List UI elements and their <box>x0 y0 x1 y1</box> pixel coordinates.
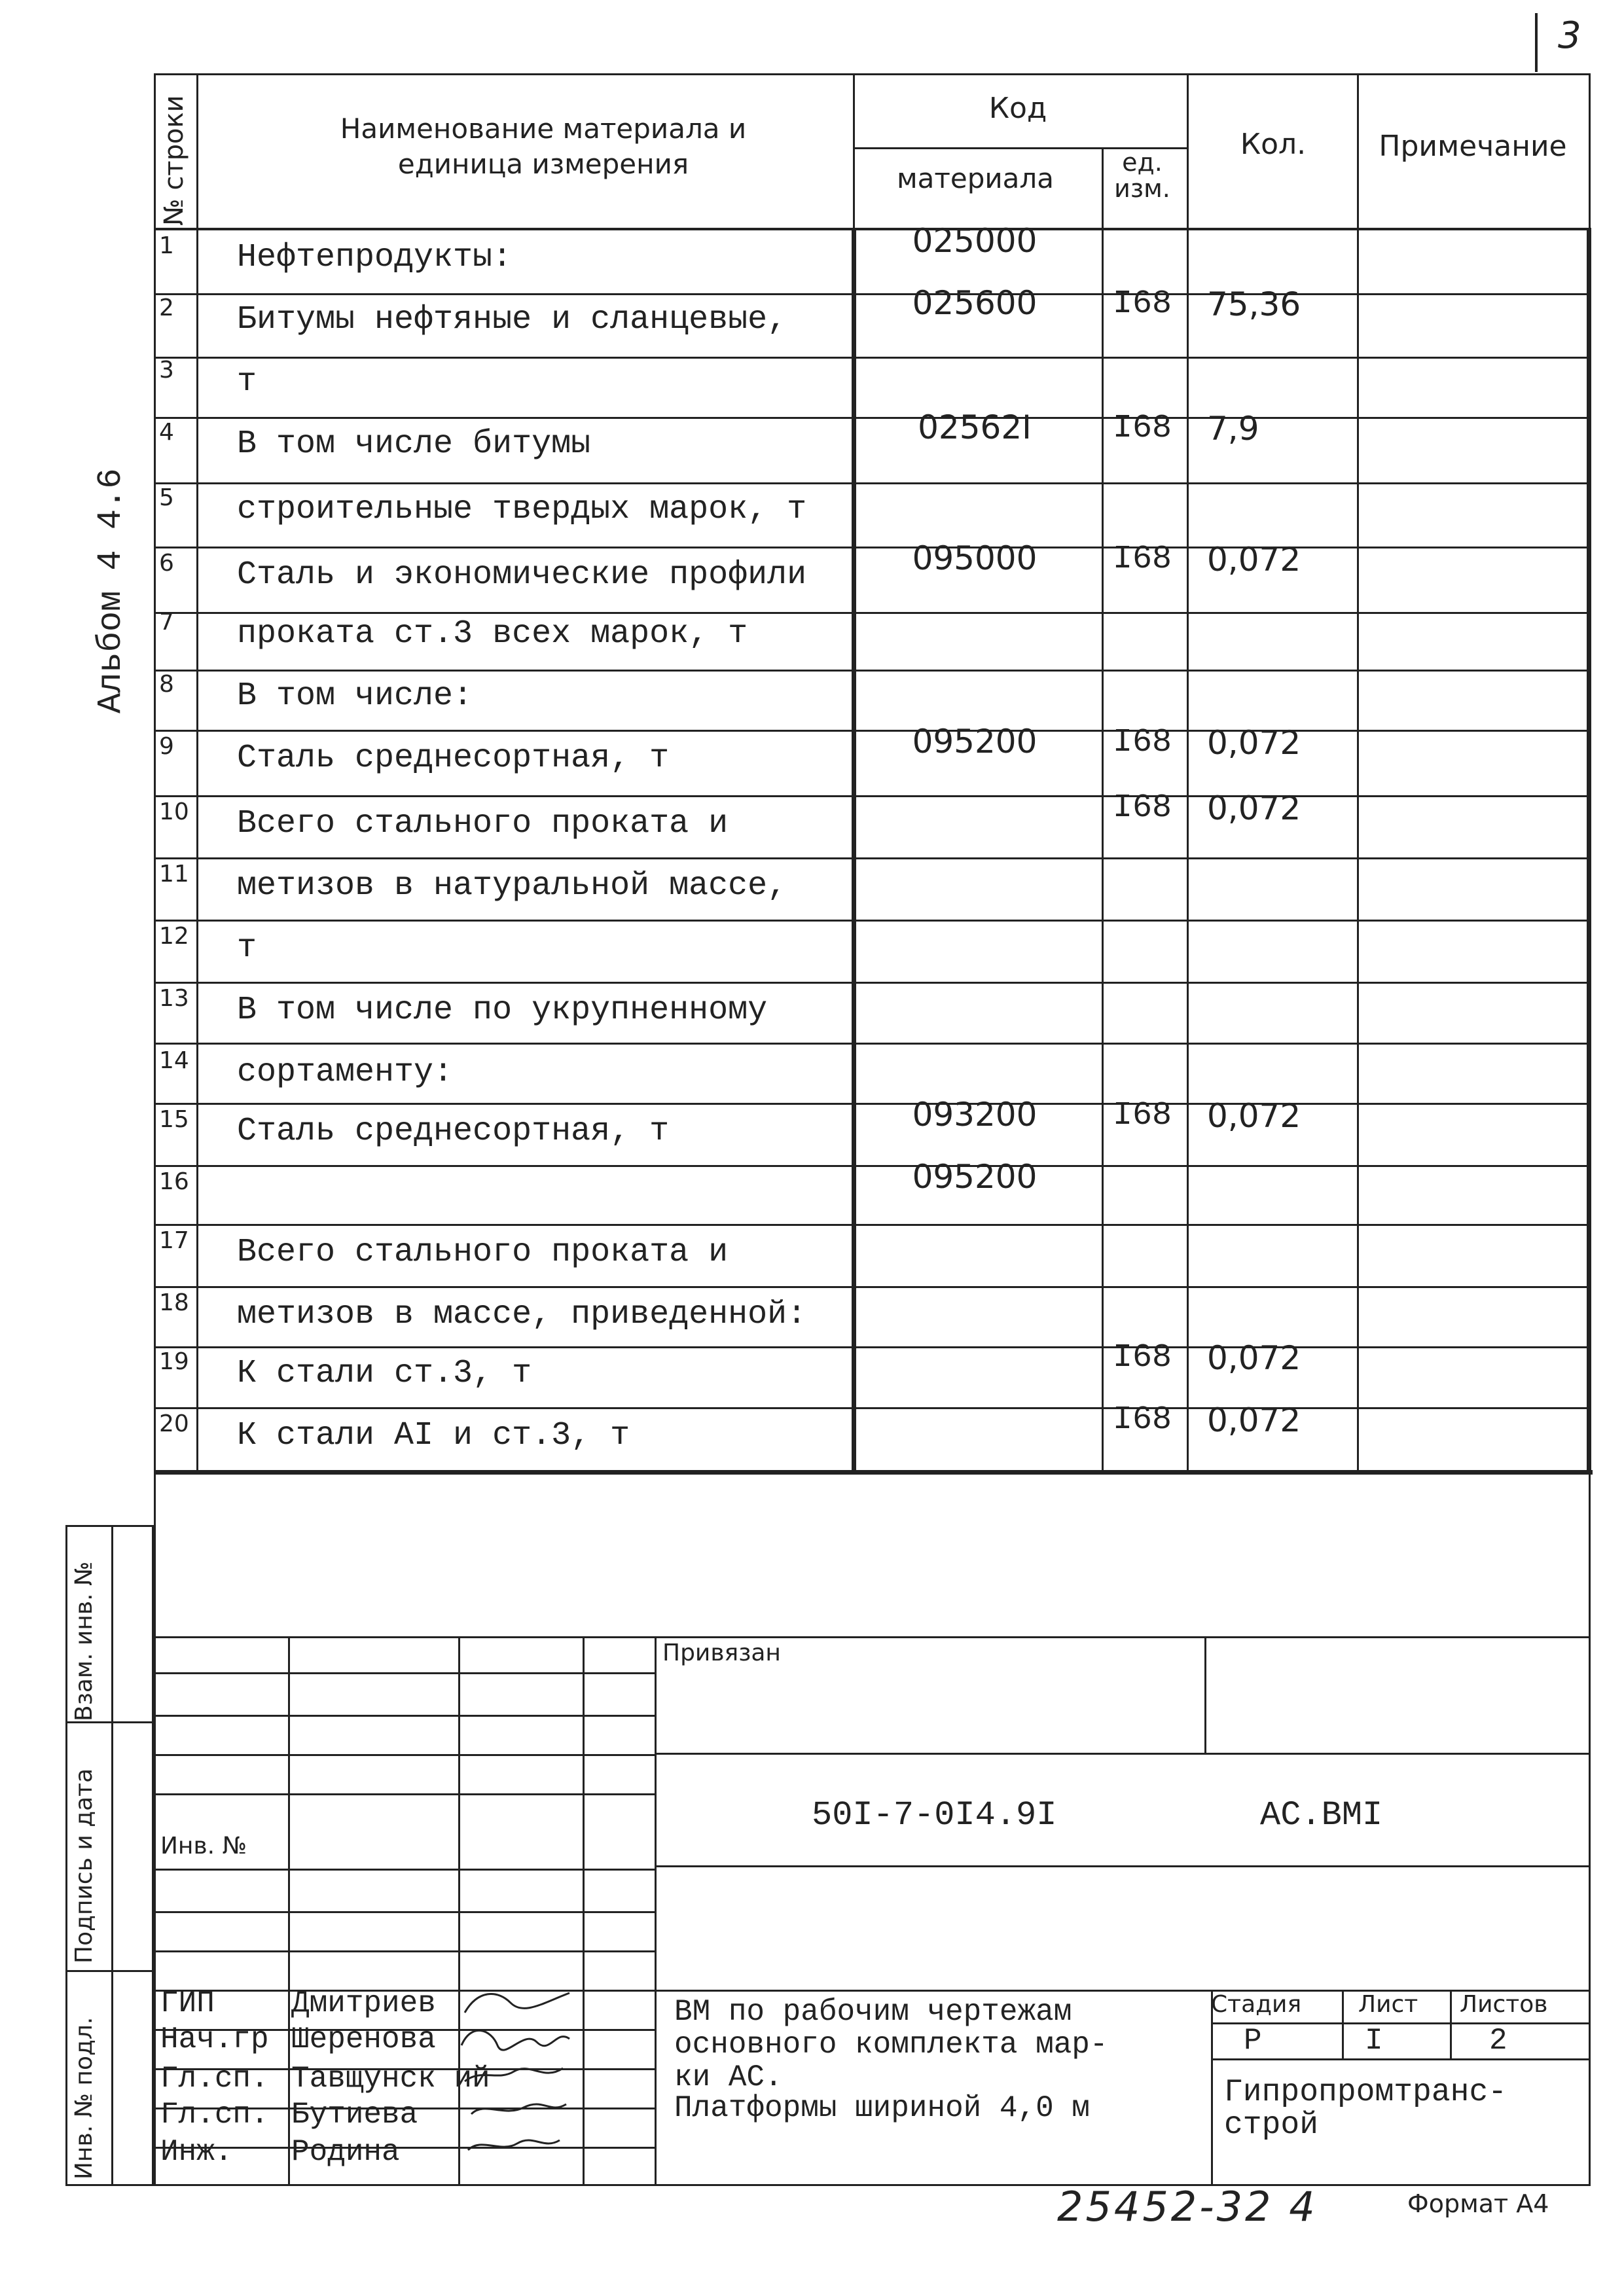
row-name: К стали АI и ст.3, т <box>237 1417 630 1454</box>
row-number: 9 <box>159 733 174 760</box>
signer-name: Дмитриев <box>291 1986 436 2020</box>
label-vzam: Взам. инв. № <box>71 1561 98 1721</box>
title-line-4: Платформы шириной 4,0 м <box>674 2091 1090 2125</box>
row-number: 8 <box>159 671 174 698</box>
format-label: Формат А4 <box>1407 2189 1549 2218</box>
row-name: проката ст.3 всех марок, т <box>237 615 748 653</box>
row-qty: 0,072 <box>1207 789 1301 827</box>
row-number: 3 <box>159 357 174 384</box>
row-qty: 0,072 <box>1207 1097 1301 1135</box>
row-code: 095000 <box>912 539 1038 577</box>
row-number: 13 <box>159 985 189 1012</box>
row-number: 7 <box>159 609 174 636</box>
inv-no-label: Инв. № <box>160 1833 247 1859</box>
row-name: Всего стального проката и <box>237 1234 729 1271</box>
sheets-label: Листов <box>1460 1991 1548 2018</box>
doc-code: 50I-7-0I4.9I <box>812 1796 1057 1835</box>
row-name: Сталь среднесортная, т <box>237 740 670 777</box>
row-number: 11 <box>159 861 189 888</box>
signer-name: Бутиева <box>291 2098 418 2132</box>
row-name: Битумы нефтяные и сланцевые, <box>237 301 787 338</box>
row-name: т <box>237 363 257 401</box>
page-number-divider <box>1535 13 1538 72</box>
row-number: 14 <box>159 1047 189 1074</box>
row-code: 093200 <box>912 1096 1038 1134</box>
row-name: строительные твердых марок, т <box>237 491 807 528</box>
row-name: Сталь и экономические профили <box>237 556 807 594</box>
row-name: К стали ст.3, т <box>237 1355 532 1392</box>
row-qty: 0,072 <box>1207 541 1301 579</box>
row-unit: I68 <box>1112 541 1172 578</box>
row-code: 095200 <box>912 1158 1038 1196</box>
sheet-label: Лист <box>1358 1991 1418 2018</box>
header-qty: Кол. <box>1240 128 1307 161</box>
row-number: 1 <box>159 232 174 259</box>
privyazan-label: Привязан <box>662 1640 781 1666</box>
footer-code: 25452-32 4 <box>1057 2183 1318 2231</box>
header-unit: ед. изм. <box>1114 148 1170 203</box>
row-number: 2 <box>159 295 174 321</box>
row-unit: I68 <box>1112 789 1172 827</box>
label-podpis: Подпись и дата <box>71 1768 98 1964</box>
title-line-1: ВМ по рабочим чертежам <box>674 1995 1072 2029</box>
label-inv-podl: Инв. № подл. <box>71 2017 98 2179</box>
header-code: Код <box>988 92 1047 125</box>
row-name: В том числе битумы <box>237 425 591 463</box>
row-qty: 0,072 <box>1207 1339 1301 1377</box>
row-number: 10 <box>159 798 189 825</box>
signer-role: Инж. <box>160 2135 233 2169</box>
row-code: 025000 <box>912 222 1038 260</box>
row-name: метизов в массе, приведенной: <box>237 1296 807 1333</box>
row-qty: 0,072 <box>1207 1401 1301 1439</box>
row-unit: I68 <box>1112 1097 1172 1134</box>
row-qty: 0,072 <box>1207 724 1301 762</box>
org-line-2: строй <box>1224 2108 1319 2143</box>
signer-role: Гл.сп. <box>160 2098 269 2132</box>
doc-mark: АС.ВМI <box>1260 1796 1383 1835</box>
signature-marks <box>452 1983 589 2179</box>
row-name: В том числе: <box>237 677 473 715</box>
row-code: 025600 <box>912 284 1038 322</box>
row-number: 17 <box>159 1227 189 1254</box>
row-number: 4 <box>159 419 174 446</box>
row-code: 095200 <box>912 723 1038 761</box>
row-name: Сталь среднесортная, т <box>237 1113 670 1150</box>
row-number: 12 <box>159 923 189 950</box>
header-row-no: № строки <box>159 95 189 226</box>
stage-label: Стадия <box>1211 1991 1302 2018</box>
signer-name: Шеренова <box>291 2022 436 2056</box>
header-note: Примечание <box>1379 130 1567 163</box>
sheet-value: I <box>1365 2024 1383 2058</box>
page-number: 3 <box>1558 14 1581 57</box>
row-qty: 75,36 <box>1207 285 1301 323</box>
row-unit: I68 <box>1112 724 1172 761</box>
row-unit: I68 <box>1112 1401 1172 1439</box>
row-code: 02562I <box>918 408 1032 446</box>
row-number: 18 <box>159 1289 189 1316</box>
row-name: В том числе по укрупненному <box>237 992 768 1029</box>
signer-role: Гл.сп. <box>160 2062 269 2096</box>
title-line-2: основного комплекта мар- <box>674 2028 1108 2062</box>
row-name: Всего стального проката и <box>237 805 729 842</box>
album-note: Альбом 4 4.6 <box>92 468 130 713</box>
row-unit: I68 <box>1112 285 1172 323</box>
header-material: материала <box>896 162 1054 194</box>
signer-role: Нач.гр <box>160 2022 269 2056</box>
row-name: Нефтепродукты: <box>237 239 513 276</box>
row-name: метизов в натуральной массе, <box>237 867 787 905</box>
row-number: 15 <box>159 1106 189 1133</box>
signer-name: Родина <box>291 2135 400 2169</box>
row-name: сортаменту: <box>237 1054 454 1091</box>
stage-value: Р <box>1244 2024 1262 2058</box>
row-qty: 7,9 <box>1207 410 1259 448</box>
sheets-value: 2 <box>1489 2024 1507 2058</box>
row-number: 5 <box>159 484 174 511</box>
row-name: т <box>237 929 257 967</box>
signer-name: Тавщунск ий <box>291 2062 490 2096</box>
row-unit: I68 <box>1112 1339 1172 1376</box>
title-line-3: ки АС. <box>674 2060 783 2094</box>
header-name: Наименование материала и единица измерения <box>340 113 747 180</box>
signer-role: ГИП <box>160 1986 215 2020</box>
row-number: 19 <box>159 1348 189 1375</box>
row-number: 6 <box>159 550 174 577</box>
org-line-1: Гипропромтранс- <box>1224 2075 1507 2110</box>
row-number: 16 <box>159 1168 189 1195</box>
row-unit: I68 <box>1112 410 1172 447</box>
row-number: 20 <box>159 1410 189 1437</box>
